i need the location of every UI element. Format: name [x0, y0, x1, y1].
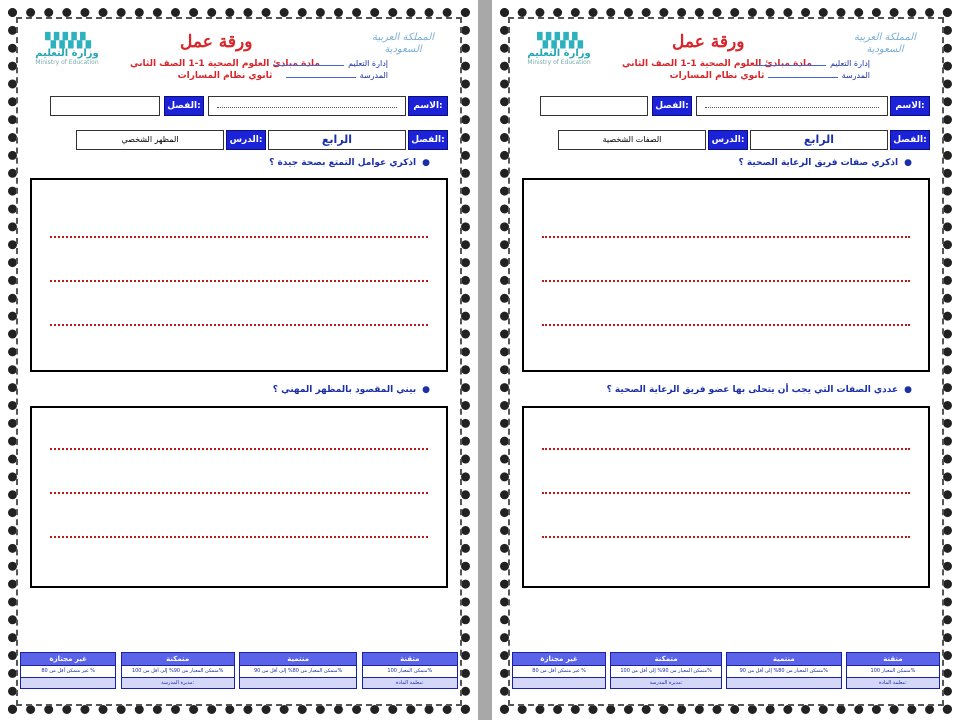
- class-label: الفصل:: [652, 96, 692, 116]
- rubric-cell: متقنة متمكن المعيار 100% معلمة المادة:: [846, 652, 940, 696]
- worksheet-title: ورقة عمل: [672, 32, 745, 52]
- page-gap: [478, 0, 492, 720]
- admin-school-fields: إدارة التعليم المدرسة: [270, 58, 388, 82]
- question-2: ●بيني المقصود بالمظهر المهني ؟: [272, 385, 430, 395]
- kingdom-logo: المملكة العربية السعودية: [853, 32, 917, 55]
- rubric-cell: منتمية متمكن المعيار من 80% إلى أقل من 90%: [726, 652, 842, 696]
- subject-info: مادة مبادئ العلوم الصحية 1-1 الصف الثاني ثانوي نظام المسارات: [130, 59, 320, 81]
- name-label: الاسم:: [408, 96, 448, 116]
- name-input[interactable]: [208, 96, 406, 116]
- term-value: الرابع: [268, 130, 406, 150]
- rubric-cell: متمكنة متمكن المعيار من 90% إلى أقل من 100% مديرة المدرسة:: [610, 652, 721, 696]
- name-row: [30, 96, 448, 118]
- lesson-value: المظهر الشخصي: [76, 130, 224, 150]
- question-1: ●اذكري صفات فريق الرعاية الصحية ؟: [738, 158, 912, 168]
- answer-box-2[interactable]: [522, 406, 930, 588]
- rubric-cell: منتمية متمكن المعيار من 80% إلى أقل من 90%: [239, 652, 357, 696]
- name-input[interactable]: [696, 96, 888, 116]
- subject-info: مادة مبادئ العلوم الصحية 1-1 الصف الثاني ثانوي نظام المسارات: [622, 59, 812, 81]
- term-value: الرابع: [750, 130, 888, 150]
- rubric-cell: غير مجتازة غير متمكن أقل من 80 %: [512, 652, 606, 696]
- rubric-cell: متقنة متمكن المعيار 100% معلمة المادة:: [362, 652, 458, 696]
- lesson-row: [30, 130, 448, 152]
- answer-box-1[interactable]: [30, 178, 448, 372]
- rubric-cell: غير مجتازة غير متمكن أقل من 80 %: [20, 652, 116, 696]
- lesson-value: الصفات الشخصية: [558, 130, 706, 150]
- term-label: الفصل:: [890, 130, 930, 150]
- rubric-table: [20, 652, 458, 696]
- class-input[interactable]: [50, 96, 160, 116]
- name-row: [522, 96, 930, 118]
- lesson-label: الدرس:: [708, 130, 748, 150]
- name-label: الاسم:: [890, 96, 930, 116]
- lesson-label: الدرس:: [226, 130, 266, 150]
- term-label: الفصل:: [408, 130, 448, 150]
- moe-logo: ▚▚▚▚▚ وزارة التعليم Ministry of Education: [527, 33, 591, 66]
- worksheet-page-right: [492, 0, 960, 720]
- class-label: الفصل:: [164, 96, 204, 116]
- worksheet-page-left: [0, 0, 478, 720]
- worksheet-title: ورقة عمل: [180, 32, 253, 52]
- question-1: ●اذكري عوامل التمتع بصحة جيدة ؟: [269, 158, 430, 168]
- rubric-cell: متمكنة متمكن المعيار من 90% إلى أقل من 100% مديرة المدرسة:: [121, 652, 235, 696]
- kingdom-logo: المملكة العربية السعودية: [371, 32, 435, 55]
- answer-box-2[interactable]: [30, 406, 448, 588]
- answer-box-1[interactable]: [522, 178, 930, 372]
- lesson-row: [522, 130, 930, 152]
- rubric-table: [512, 652, 940, 696]
- question-2: ●عددي الصفات التي يجب أن يتحلى بها عضو فريق الرعاية الصحية ؟: [606, 385, 912, 395]
- admin-school-fields: إدارة التعليم المدرسة: [752, 58, 870, 82]
- class-input[interactable]: [540, 96, 648, 116]
- moe-logo: ▚▚▚▚▚ وزارة التعليم Ministry of Education: [35, 33, 99, 66]
